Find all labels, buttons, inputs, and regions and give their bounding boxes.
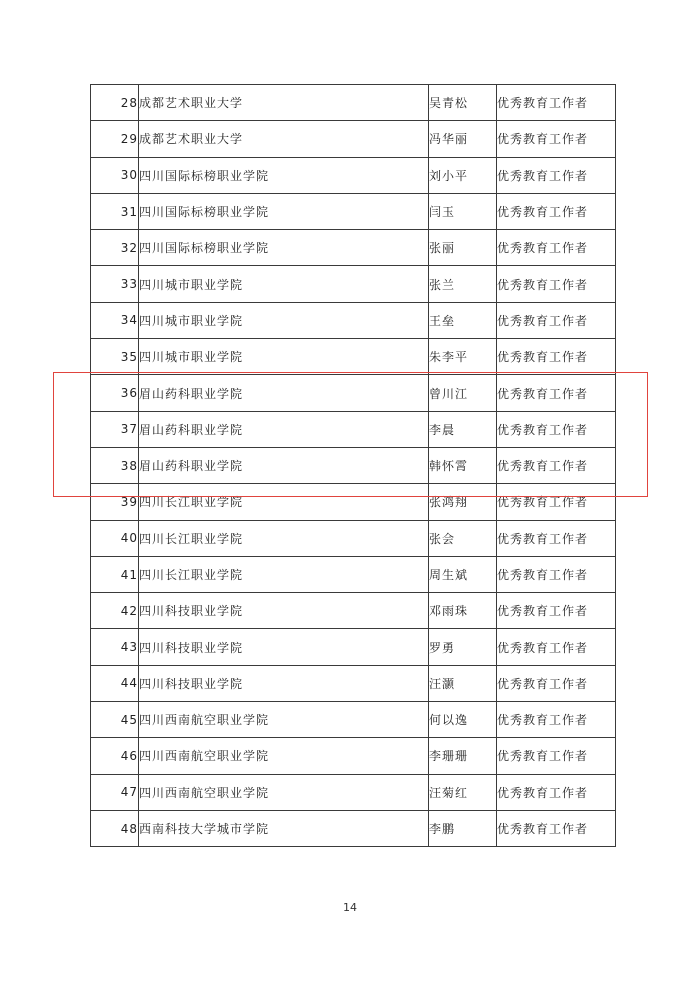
name-cell: 冯华丽 <box>429 121 497 157</box>
row-number-cell: 33 <box>91 266 139 302</box>
table-row <box>91 665 616 701</box>
award-cell: 优秀教育工作者 <box>497 85 616 121</box>
award-cell: 优秀教育工作者 <box>497 121 616 157</box>
school-cell: 四川国际标榜职业学院 <box>139 193 429 229</box>
award-cell: 优秀教育工作者 <box>497 157 616 193</box>
table-row <box>91 702 616 738</box>
row-number-cell: 43 <box>91 629 139 665</box>
roster-table-body <box>91 85 616 847</box>
name-cell: 张鸿翔 <box>429 484 497 520</box>
school-cell: 四川科技职业学院 <box>139 593 429 629</box>
award-cell: 优秀教育工作者 <box>497 665 616 701</box>
table-row <box>91 411 616 447</box>
name-cell: 吴青松 <box>429 85 497 121</box>
school-cell: 四川科技职业学院 <box>139 665 429 701</box>
name-cell: 罗勇 <box>429 629 497 665</box>
school-cell: 眉山药科职业学院 <box>139 375 429 411</box>
row-number-cell: 41 <box>91 556 139 592</box>
name-cell: 朱李平 <box>429 339 497 375</box>
row-number-cell: 46 <box>91 738 139 774</box>
name-cell: 闫玉 <box>429 193 497 229</box>
name-cell: 张会 <box>429 520 497 556</box>
school-cell: 四川长江职业学院 <box>139 556 429 592</box>
school-cell: 四川国际标榜职业学院 <box>139 157 429 193</box>
name-cell: 李珊珊 <box>429 738 497 774</box>
school-cell: 四川城市职业学院 <box>139 302 429 338</box>
school-cell: 眉山药科职业学院 <box>139 447 429 483</box>
award-cell: 优秀教育工作者 <box>497 302 616 338</box>
table-row <box>91 121 616 157</box>
table-row <box>91 339 616 375</box>
award-cell: 优秀教育工作者 <box>497 339 616 375</box>
name-cell: 张丽 <box>429 230 497 266</box>
award-cell: 优秀教育工作者 <box>497 230 616 266</box>
table-row <box>91 484 616 520</box>
row-number-cell: 45 <box>91 702 139 738</box>
name-cell: 李鹏 <box>429 810 497 846</box>
row-number-cell: 36 <box>91 375 139 411</box>
award-cell: 优秀教育工作者 <box>497 484 616 520</box>
school-cell: 西南科技大学城市学院 <box>139 810 429 846</box>
row-number-cell: 34 <box>91 302 139 338</box>
award-cell: 优秀教育工作者 <box>497 556 616 592</box>
name-cell: 张兰 <box>429 266 497 302</box>
row-number-cell: 35 <box>91 339 139 375</box>
award-cell: 优秀教育工作者 <box>497 593 616 629</box>
award-cell: 优秀教育工作者 <box>497 810 616 846</box>
row-number-cell: 38 <box>91 447 139 483</box>
table-row <box>91 230 616 266</box>
row-number-cell: 31 <box>91 193 139 229</box>
row-number-cell: 39 <box>91 484 139 520</box>
school-cell: 四川西南航空职业学院 <box>139 774 429 810</box>
row-number-cell: 40 <box>91 520 139 556</box>
school-cell: 四川长江职业学院 <box>139 520 429 556</box>
school-cell: 成都艺术职业大学 <box>139 85 429 121</box>
name-cell: 刘小平 <box>429 157 497 193</box>
table-row <box>91 85 616 121</box>
school-cell: 四川西南航空职业学院 <box>139 738 429 774</box>
table-row <box>91 266 616 302</box>
name-cell: 邓雨珠 <box>429 593 497 629</box>
page-number: 14 <box>343 901 357 914</box>
row-number-cell: 47 <box>91 774 139 810</box>
award-cell: 优秀教育工作者 <box>497 193 616 229</box>
table-row <box>91 556 616 592</box>
table-row <box>91 629 616 665</box>
award-cell: 优秀教育工作者 <box>497 411 616 447</box>
table-row <box>91 157 616 193</box>
school-cell: 四川城市职业学院 <box>139 339 429 375</box>
school-cell: 四川城市职业学院 <box>139 266 429 302</box>
name-cell: 曾川江 <box>429 375 497 411</box>
award-cell: 优秀教育工作者 <box>497 738 616 774</box>
row-number-cell: 42 <box>91 593 139 629</box>
name-cell: 何以逸 <box>429 702 497 738</box>
table-row <box>91 302 616 338</box>
school-cell: 四川西南航空职业学院 <box>139 702 429 738</box>
row-number-cell: 28 <box>91 85 139 121</box>
row-number-cell: 37 <box>91 411 139 447</box>
award-cell: 优秀教育工作者 <box>497 375 616 411</box>
name-cell: 韩怀霄 <box>429 447 497 483</box>
table-row <box>91 738 616 774</box>
school-cell: 四川长江职业学院 <box>139 484 429 520</box>
table-row <box>91 193 616 229</box>
table-row <box>91 375 616 411</box>
row-number-cell: 30 <box>91 157 139 193</box>
school-cell: 眉山药科职业学院 <box>139 411 429 447</box>
school-cell: 四川国际标榜职业学院 <box>139 230 429 266</box>
table-row <box>91 593 616 629</box>
award-cell: 优秀教育工作者 <box>497 702 616 738</box>
table-row <box>91 447 616 483</box>
row-number-cell: 32 <box>91 230 139 266</box>
award-cell: 优秀教育工作者 <box>497 774 616 810</box>
award-cell: 优秀教育工作者 <box>497 629 616 665</box>
name-cell: 汪菊红 <box>429 774 497 810</box>
award-roster-table <box>90 84 616 847</box>
school-cell: 四川科技职业学院 <box>139 629 429 665</box>
award-cell: 优秀教育工作者 <box>497 266 616 302</box>
name-cell: 汪灏 <box>429 665 497 701</box>
table-row <box>91 774 616 810</box>
award-cell: 优秀教育工作者 <box>497 520 616 556</box>
row-number-cell: 44 <box>91 665 139 701</box>
name-cell: 王垒 <box>429 302 497 338</box>
name-cell: 李晨 <box>429 411 497 447</box>
row-number-cell: 29 <box>91 121 139 157</box>
school-cell: 成都艺术职业大学 <box>139 121 429 157</box>
award-cell: 优秀教育工作者 <box>497 447 616 483</box>
row-number-cell: 48 <box>91 810 139 846</box>
table-row <box>91 520 616 556</box>
table-row <box>91 810 616 846</box>
name-cell: 周生斌 <box>429 556 497 592</box>
